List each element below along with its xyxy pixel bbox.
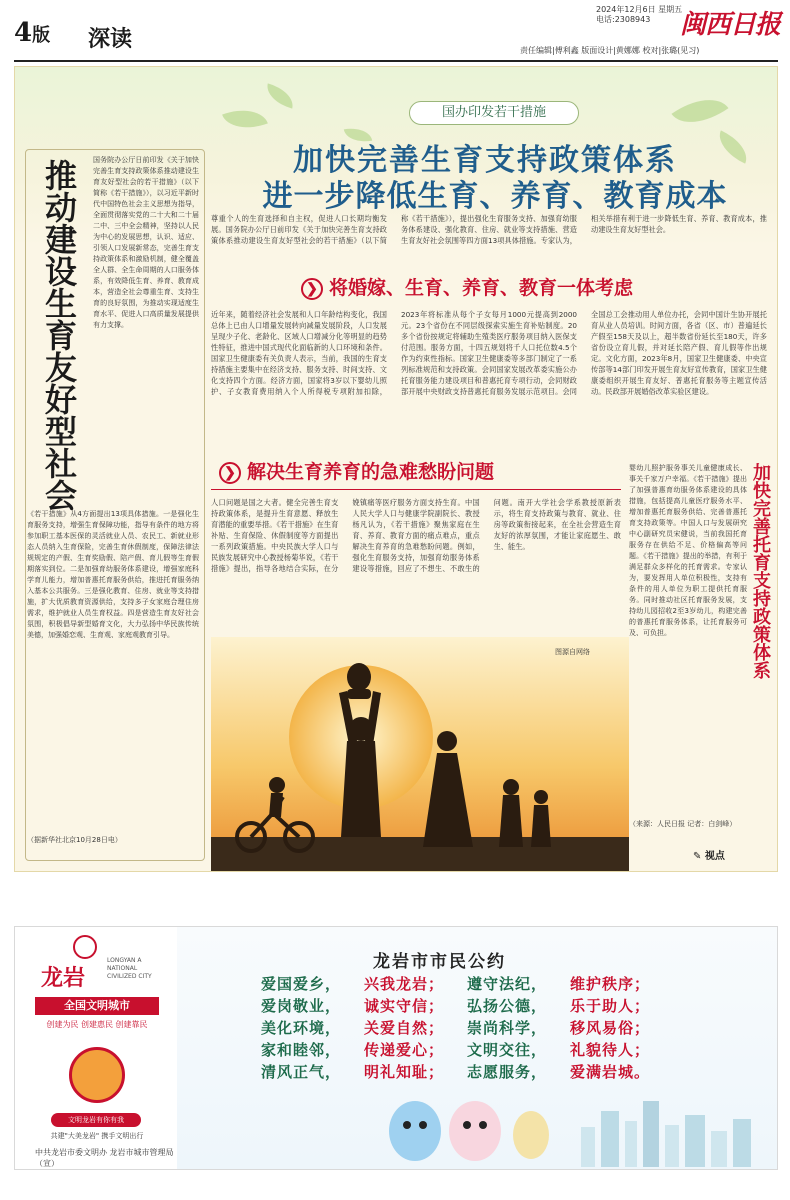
ad-left-panel (15, 927, 177, 1170)
ad-badge-subtitle: 共建"大美龙岩" 携手文明出行 (50, 1132, 144, 1140)
compact-phrase: 传递爱心； (364, 1041, 445, 1059)
city-skyline (571, 1097, 771, 1167)
issue-date: 2024年12月6日 星期五 (596, 5, 683, 14)
article-lead: 尊重个人的生育选择和自主权，促进人口长期均衡发展。国务院办公厅日前印发《关于加快完善生育支持政策体系推动建设生育友好型社会的若干措施》（以下简称《若干措施》），提出强化生育服务支持、加强育幼服务体系建设、强化教育、住房、就业等支持措施、营造生育友好社会氛围等四方面13项具体措施。专家认为，相关举措有利于进一步降低生育、养育、教育成本，推动建设生育友好型社会。 (211, 214, 767, 245)
compact-phrase: 爱满岩城。 (570, 1063, 651, 1081)
page-header (0, 0, 790, 62)
compact-phrase: 明礼知耻； (364, 1063, 445, 1081)
compact-line (261, 995, 681, 1017)
ad-city-name: 龙岩 (41, 965, 86, 991)
ad-slogan: 创建为民 创建惠民 创建靠民 (46, 1020, 148, 1029)
headline-line-1: 加快完善生育支持政策体系 (293, 143, 677, 178)
chevron-right-icon: ❯ (219, 462, 241, 484)
compact-line (261, 1039, 681, 1061)
right-column-source: （来源：人民日报 记者：白剑峰） (629, 820, 737, 828)
page-number-value: 4 (14, 18, 33, 48)
page-unit: 版 (32, 25, 51, 46)
mascot-icon (69, 1047, 125, 1103)
sidebar-title: 推动建设生育友好型社会 (40, 159, 78, 511)
sidebar-source: （据新华社北京10月28日电） (27, 836, 122, 844)
section-1-text: 近年来，随着经济社会发展和人口年龄结构变化，我国总体上已由人口增量发展转向减量发展阶段，人口发展呈现少子化、老龄化、区域人口增减分化等明显的趋势性特征，推进中国式现代化面临新的人口环境和条件。国家卫生健康委有关负责人表示，当前，我国的生育支持措施主要集中在经济支持、服务支持、时间支持、文化支持四个方面。经济方面，国家将3岁以下婴幼儿照护、子女教育费用纳入个人所得税专项附加扣除，2023年将标准从每个子女每月1000元提高到2000元。23个省份在不同层级探索实施生育补贴制度。20多个省份按规定将辅助生殖类医疗服务项目纳入医保支付范围。服务方面，十四五规划将千人口托位数4.5个作为约束性指标。国家卫生健康委等多部门制定了一系列标准规范和支持政策。会同国家发展改革委实施公办托育服务能力建设项目和普惠托育专项行动，会同财政部开展中央财政支持普惠托育服务发展示范项目。会同全国总工会推动用人单位办托，会同中国计生协开展托育从业人员培训。时间方面，各省（区、市）普遍延长产假至158天及以上，超半数省份延长至180天，许多省份设立育儿假，并对延长陪产假、育儿假等作出规定。文化方面，2023年8月，国家卫生健康委、中央宣传部等14部门印发开展生育友好宣传教育，国家卫生健康委组织开展生育友好、普惠托育服务等主题宣传活动。民政部开展婚俗改革实验区建设。 (211, 310, 767, 396)
ad-civilized-city-banner: 全国文明城市 (35, 997, 159, 1015)
compact-phrase: 爱岗敬业， (261, 997, 342, 1015)
compact-line (261, 1017, 681, 1039)
compact-phrase: 清风正气， (261, 1063, 342, 1081)
mascot-characters (355, 1087, 555, 1167)
civilized-city-emblem (73, 935, 97, 959)
article-kicker: 国办印发若干措施 (409, 101, 579, 125)
compact-line (261, 1061, 681, 1083)
headline-line-2: 进一步降低生育、养育、教育成本 (262, 179, 728, 214)
editor-credits: 责任编辑|傅利鑫 版面设计|黄娜娜 校对|张璐(见习) (520, 46, 700, 55)
sidebar-text-narrow: 国务院办公厅日前印发《关于加快完善生育支持政策体系推动建设生育友好型社会的若干措施》（以下简称《若干措施》），以习近平新时代中国特色社会主义思想为指导，全面贯彻落实党的二十大和二十届二中、三中全会精神，坚持以人民为中心的发展思想，认识、适应、引领人口发展新常态，完善生育支持政策体系和激励机制，健全覆盖全人群、全生命周期的人口服务体系，有效降低生育、养育、教育成本，营造全社会尊重生育、支持生育的良好氛围，为推动实现适度生育水平、促进人口高质量发展提供有力支撑。 (93, 156, 199, 329)
viewpoint-label (693, 847, 725, 862)
compact-phrase: 崇尚科学， (467, 1019, 548, 1037)
ad-badge: 文明龙岩有你有我 (51, 1113, 141, 1127)
compact-phrase: 乐于助人； (570, 997, 651, 1015)
photo-credit: 图源自网络 (555, 648, 590, 656)
compact-phrase: 兴我龙岩； (364, 975, 445, 993)
compact-phrase: 关爱自然； (364, 1019, 445, 1037)
contact-phone: 电话:2308943 (596, 15, 651, 24)
sidebar-commentary (23, 149, 201, 849)
newspaper-logo: 闽西日报 (680, 10, 781, 40)
compact-phrase: 礼貌待人； (570, 1041, 651, 1059)
subhead-1-text: 将婚嫁、生育、养育、教育一体考虑 (329, 277, 634, 299)
subhead-2-rule (211, 489, 621, 490)
compact-phrase: 诚实守信； (364, 997, 445, 1015)
pen-icon: ✎ (693, 851, 702, 862)
page-number (14, 18, 50, 48)
section-2-text: 人口问题是国之大者。健全完善生育支持政策体系，是提升生育意愿、释放生育潜能的重要举措。《若干措施》在生育补贴、生育保险、休假制度等方面提出一系列政策措施。中央民族大学人口与民族发展研究中心教授杨菊华说，《若干措施》提出，指导各地结合实际，在分娩镇痛等医疗服务方面支持生育。中国人民大学人口与健康学院副院长、教授杨凡认为，《若干措施》聚焦家庭在生育、养育、教育方面的痛点难点，重点解决生育养育的急难愁盼问题。例如，强化生育服务支持，加强育幼服务体系建设等措施，回应了不想生、不敢生的问题。南开大学社会学系教授原新表示，将生育支持政策与教育、就业、住房等政策衔接起来，在全社会营造生育友好的浓厚氛围，才能让家庭愿生、敢生、能生。 (211, 498, 621, 573)
chevron-right-icon: ❯ (301, 278, 323, 300)
civic-ad (14, 926, 778, 1170)
subhead-2 (219, 457, 494, 485)
compact-phrase: 志愿服务， (467, 1063, 548, 1081)
sunset-illustration (211, 637, 629, 872)
right-column-text: 婴幼儿照护服务事关儿童健康成长、事关千家万户幸福。《若干措施》提出了加强普惠育幼服务体系建设的具体措施，包括提高儿童医疗服务水平、增加普惠托育服务供给、完善普惠托育支持政策等。中国人口与发展研究中心副研究员宋健说，当前我国托育服务存在供给不足、价格偏高等问题。《若干措施》提出的举措，有利于满足群众多样化的托育需求。专家认为，要发挥用人单位积极性，支持有条件的用人单位为职工提供托育服务。同时推动社区托育服务发展，支持幼儿园招收2至3岁幼儿，构建完善的普惠托育服务体系，让托育服务可及、可负担。 (629, 464, 747, 637)
header-divider (14, 60, 778, 62)
citizen-compact (261, 973, 681, 1083)
compact-phrase: 家和睦邻， (261, 1041, 342, 1059)
compact-phrase: 弘扬公德， (467, 997, 548, 1015)
ad-city-english: LONGYAN A NATIONAL CIVILIZED CITY (107, 957, 152, 980)
ad-compact-title: 龙岩市市民公约 (373, 952, 506, 972)
family-silhouette-photo (211, 637, 629, 872)
sidebar-text-wide: 《若干措施》从4方面提出13项具体措施。一是强化生育服务支持，增强生育保障功能，指导有条件的地方将参加职工基本医保的灵活就业人员、农民工、新就业形态人员纳入生育保险，完善生育休假制度，保障法律法规规定的产假、生育奖励假、陪产假、育儿假等生育假期落实到位。二是加强育幼服务体系建设，增强家庭科学育儿能力，增加普惠托育服务供给，推进托育服务纳入基本公共服务。三是强化教育、住房、就业等支持措施，扩大优质教育资源供给，支持多子女家庭合理住房需求，维护就业人员生育权益。四是营造生育友好社会氛围，积极倡导新型婚育文化，大力弘扬中华民族传统美德，加强婚恋观、生育观、家庭观教育引导。 (27, 510, 199, 639)
viewpoint-text: 视点 (704, 851, 725, 862)
compact-phrase: 移风易俗； (570, 1019, 651, 1037)
compact-phrase: 维护秩序； (570, 975, 651, 993)
ad-sponsor: 中共龙岩市委文明办 龙岩市城市管理局 （宣） (35, 1148, 174, 1168)
section-name: 深读 (88, 27, 133, 52)
compact-phrase: 文明交往， (467, 1041, 548, 1059)
feature-article (14, 66, 778, 872)
right-column-title: 加快完善托育支持政策体系 (750, 463, 771, 679)
compact-line (261, 973, 681, 995)
subhead-1 (301, 273, 633, 301)
compact-phrase: 美化环境， (261, 1019, 342, 1037)
subhead-2-text: 解决生育养育的急难愁盼问题 (247, 461, 495, 483)
compact-phrase: 爱国爱乡， (261, 975, 342, 993)
compact-phrase: 遵守法纪， (467, 975, 548, 993)
